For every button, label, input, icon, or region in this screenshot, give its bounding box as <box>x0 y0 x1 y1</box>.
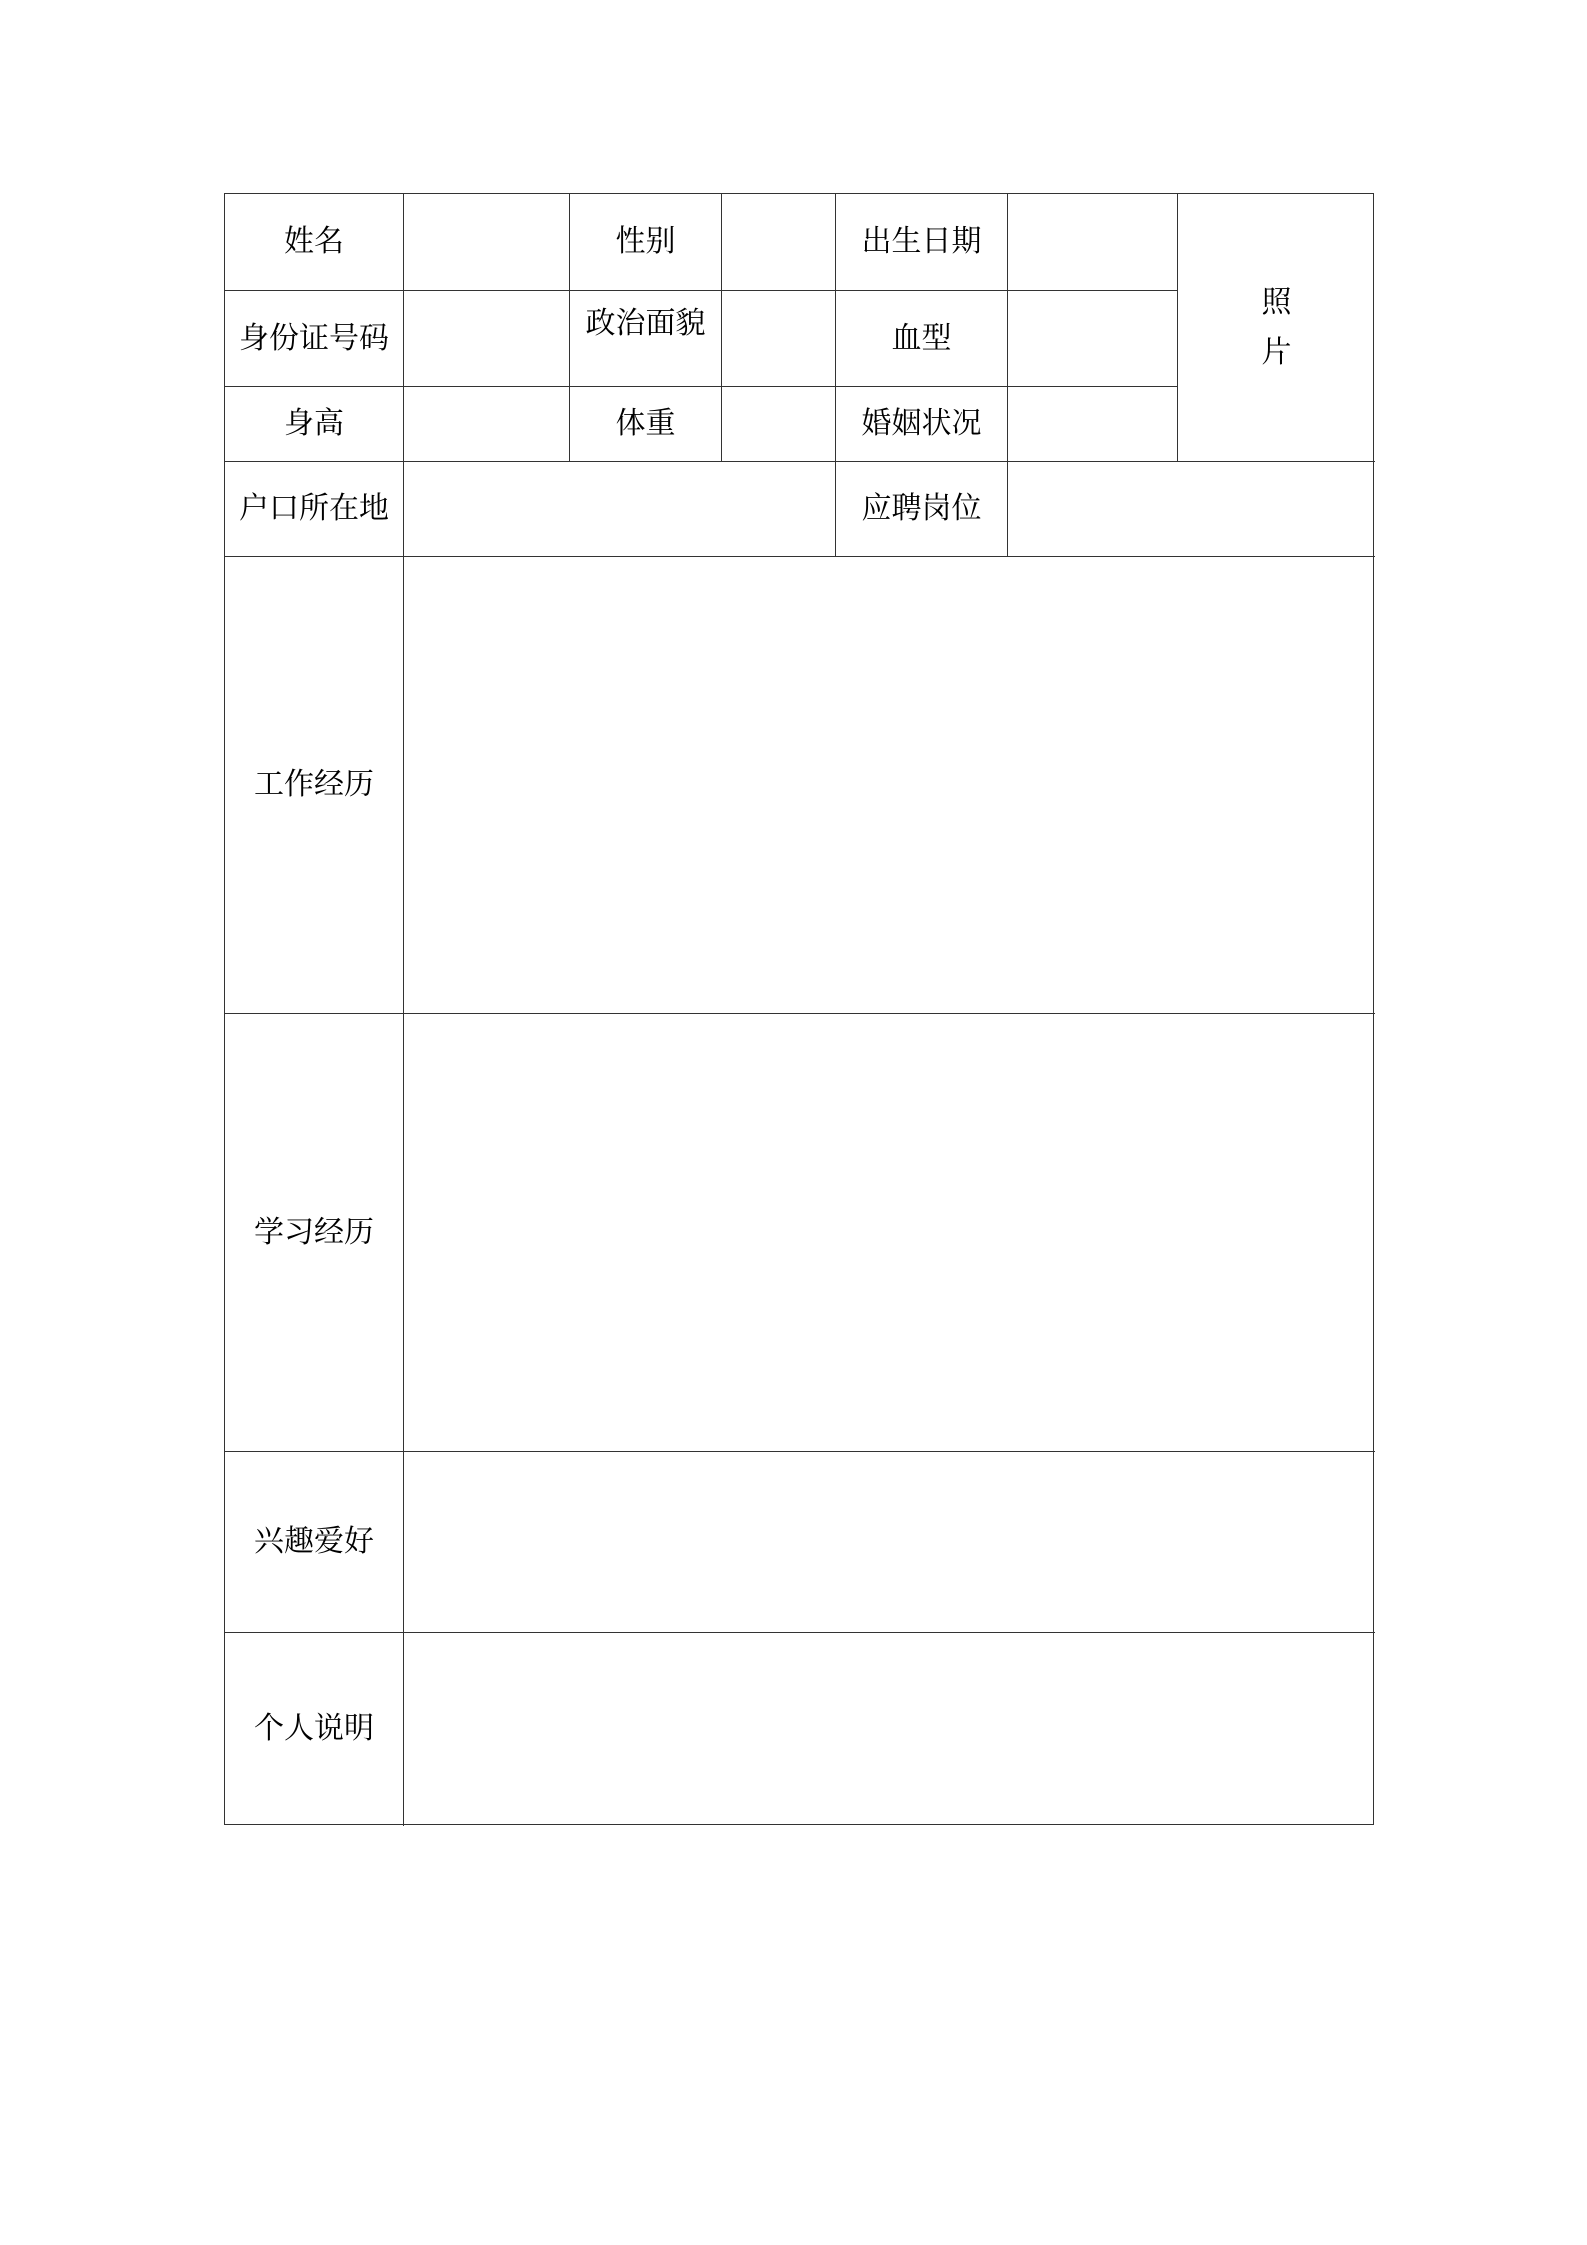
weight-label: 体重 <box>615 406 676 441</box>
photo-placeholder[interactable] <box>1178 194 1375 461</box>
id-number-field[interactable] <box>404 291 569 386</box>
id-number-label: 身份证号码 <box>239 320 389 356</box>
personal-statement-label: 个人说明 <box>254 1710 374 1746</box>
weight-field[interactable] <box>722 387 835 461</box>
work-experience-field[interactable] <box>404 557 1375 1013</box>
gender-field[interactable] <box>722 194 835 290</box>
name-label: 姓名 <box>284 224 344 259</box>
height-field[interactable] <box>404 387 569 461</box>
gender-label: 性别 <box>615 224 676 259</box>
photo-label-line1: 照 <box>1261 284 1292 320</box>
birth-date-field[interactable] <box>1008 194 1177 290</box>
personal-statement-field[interactable] <box>404 1633 1375 1824</box>
study-experience-label: 学习经历 <box>254 1214 374 1250</box>
political-status-field[interactable] <box>722 291 835 386</box>
hukou-label: 户口所在地 <box>239 491 389 526</box>
height-label: 身高 <box>284 406 344 441</box>
work-experience-label: 工作经历 <box>254 767 374 802</box>
marital-status-label: 婚姻状况 <box>861 406 982 441</box>
blood-type-field[interactable] <box>1008 291 1177 386</box>
hobbies-label: 兴趣爱好 <box>254 1524 374 1559</box>
resume-form-table <box>224 193 1374 1825</box>
political-status-label: 政治面貌 <box>585 306 706 341</box>
name-field[interactable] <box>404 194 569 290</box>
photo-label-line2: 片 <box>1261 334 1292 370</box>
applied-position-label: 应聘岗位 <box>861 491 982 526</box>
marital-status-field[interactable] <box>1008 387 1177 461</box>
applied-position-field[interactable] <box>1008 462 1375 556</box>
study-experience-field[interactable] <box>404 1014 1375 1451</box>
hobbies-field[interactable] <box>404 1452 1375 1632</box>
hukou-field[interactable] <box>404 462 835 556</box>
blood-type-label: 血型 <box>891 320 952 356</box>
birth-date-label: 出生日期 <box>861 224 982 259</box>
